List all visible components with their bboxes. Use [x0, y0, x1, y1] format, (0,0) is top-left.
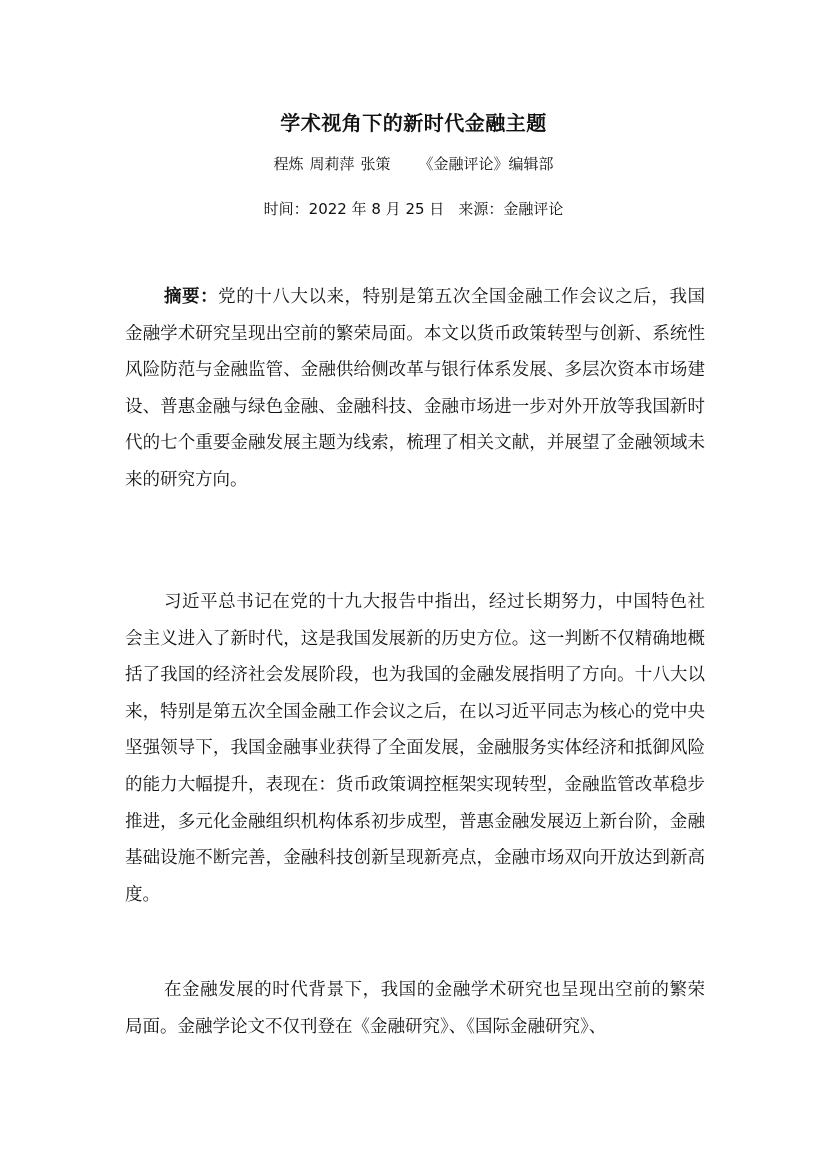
date-source-line: [0, 196, 827, 222]
author-name: 程炼: [273, 155, 304, 173]
abstract-paragraph: [125, 279, 705, 499]
affiliation: 《金融评论》编辑部: [418, 155, 554, 173]
publish-date: 时间：2022 年 8 月 25 日: [263, 200, 445, 218]
author-name: 周莉萍: [309, 155, 355, 173]
document-title: 学术视角下的新时代金融主题: [280, 111, 547, 135]
author-line: [0, 151, 827, 177]
source: 来源：金融评论: [458, 200, 564, 218]
body-paragraph: 习近平总书记在党的十九大报告中指出，经过长期努力，中国特色社会主义进入了新时代，这是我国发展新的历史方位。这一判断不仅精确地概括了我国的经济社会发展阶段，也为我国的金融发展指明了方向。十八大以来，特别是第五次全国金融工作会议之后，在以习近平同志为核心的党中央坚强领导下，我国金融事业获得了全面发展，金融服务实体经济和抵御风险的能力大幅提升，表现在：货币政策调控框架实现转型，金融监管改革稳步推进，多元化金融组织机构体系初步成型，普惠金融发展迈上新台阶，金融基础设施不断完善，金融科技创新呈现新亮点，金融市场双向开放达到新高度。: [125, 592, 705, 905]
body-paragraph: 在金融发展的时代背景下，我国的金融学术研究也呈现出空前的繁荣局面。金融学论文不仅刊登在《金融研究》、《国际金融研究》、: [125, 980, 705, 1037]
abstract-label: 摘要：: [164, 287, 219, 307]
author-name: 张策: [360, 155, 391, 173]
abstract-text: 党的十八大以来，特别是第五次全国金融工作会议之后，我国金融学术研究呈现出空前的繁荣局面。本文以货币政策转型与创新、系统性风险防范与金融监管、金融供给侧改革与银行体系发展、多层次资本市场建设、普惠金融与绿色金融、金融科技、金融市场进一步对外开放等我国新时代的七个重要金融发展主题为线索，梳理了相关文献，并展望了金融领域未来的研究方向。: [125, 287, 705, 490]
